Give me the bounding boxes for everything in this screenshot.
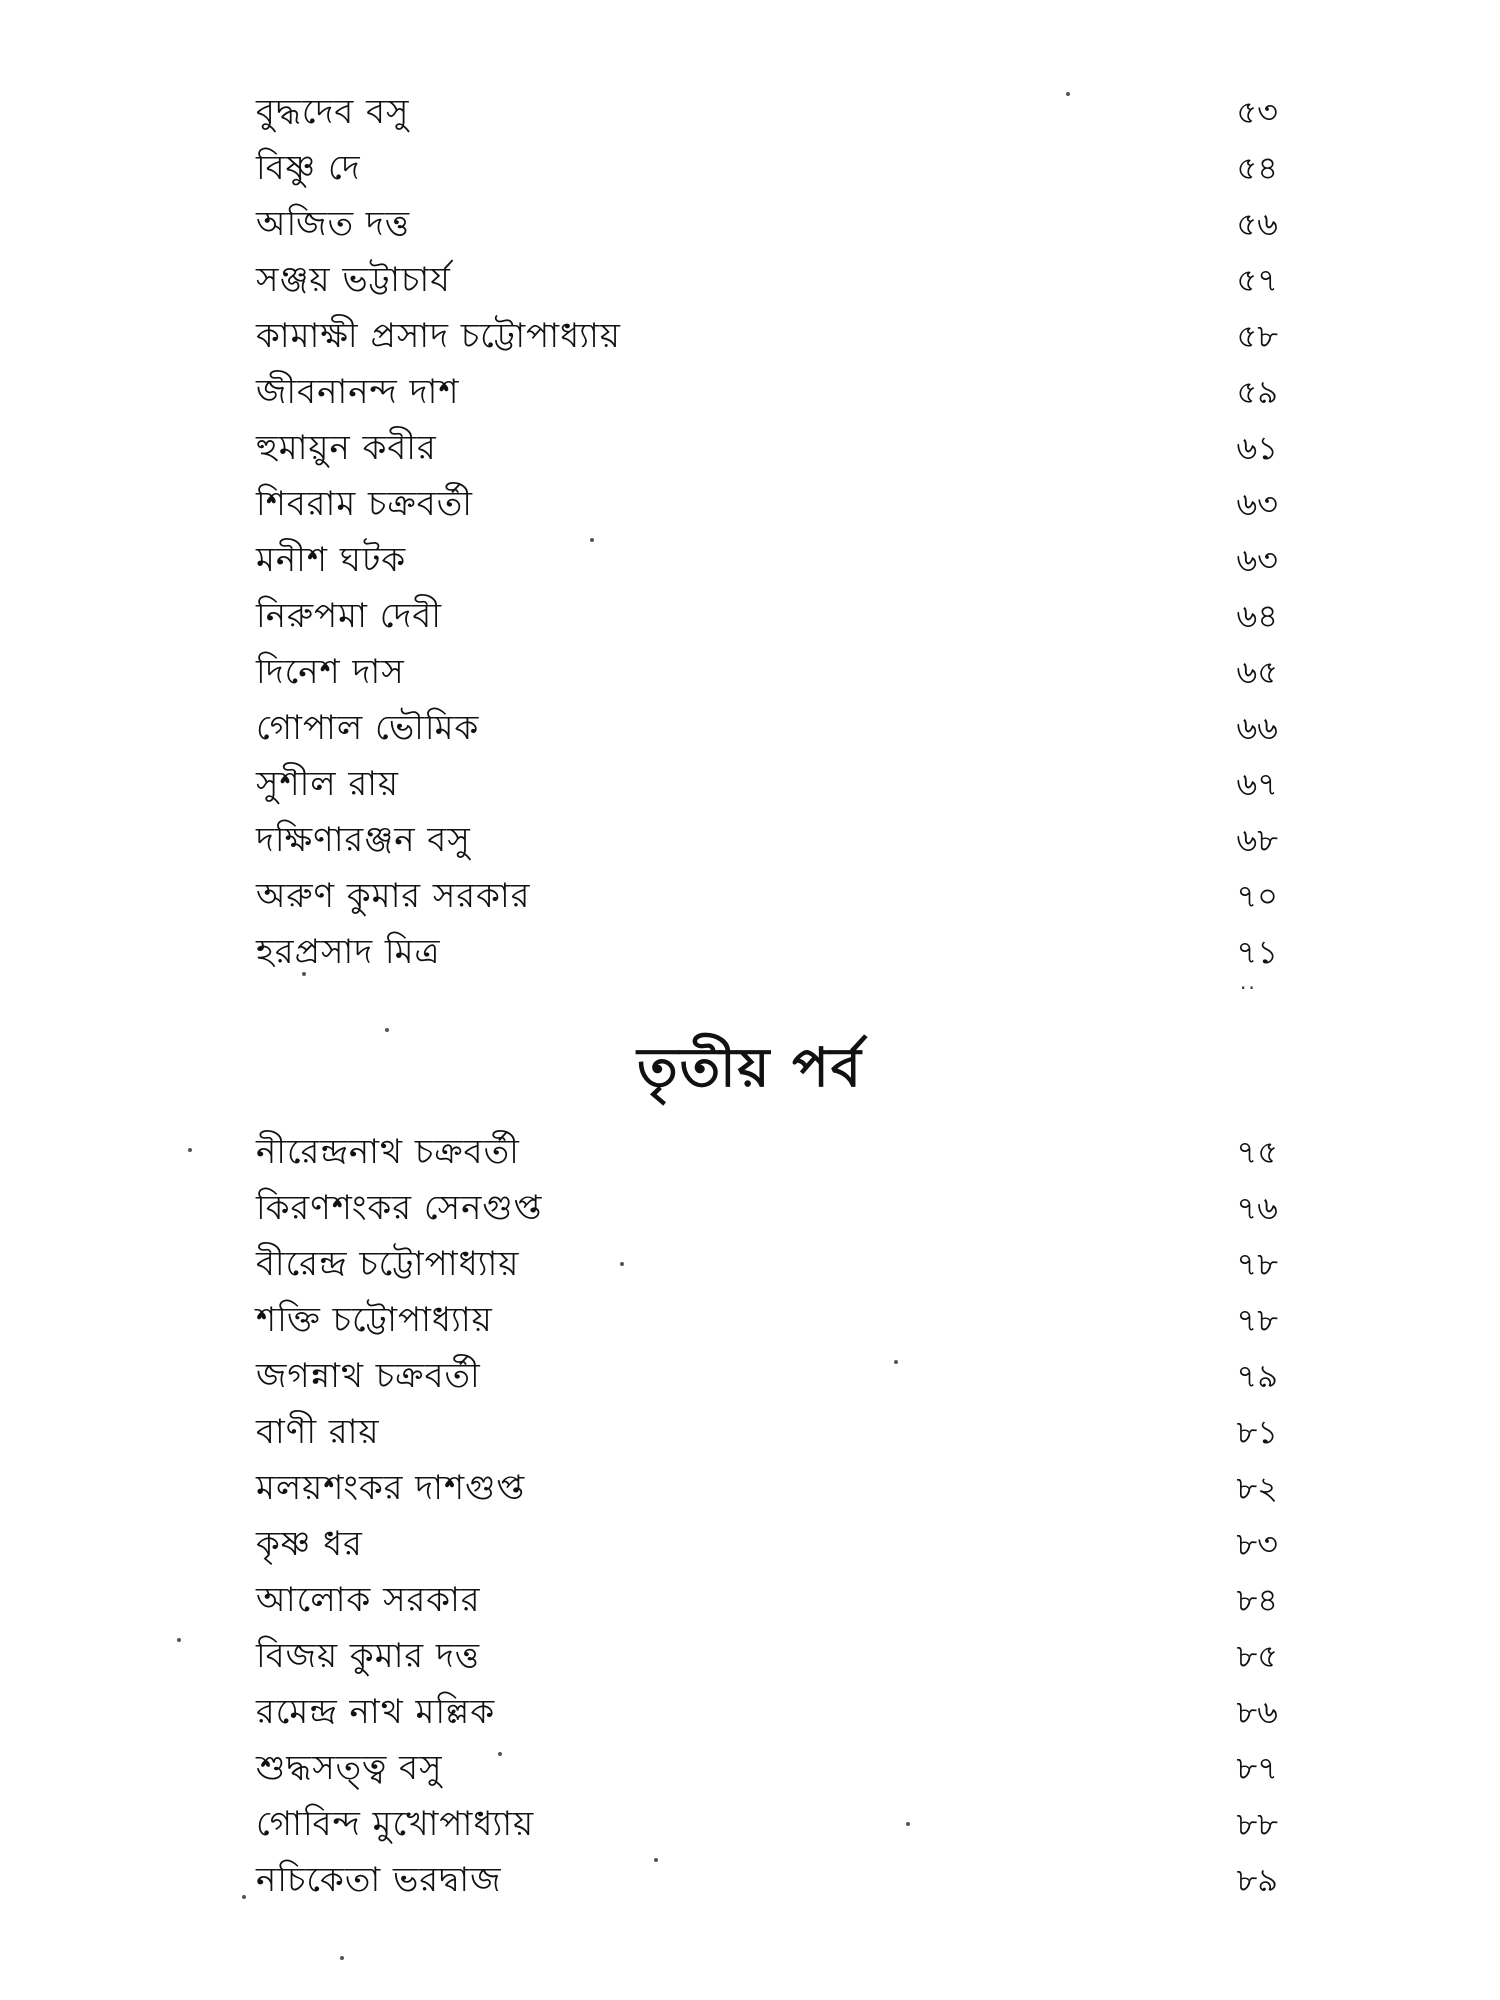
toc-entry xyxy=(256,1740,1278,1796)
toc-entry-page: ৭৫ xyxy=(1236,1133,1278,1171)
scan-speck xyxy=(1066,92,1070,96)
toc-entry-page: ৫৩ xyxy=(1236,93,1278,131)
toc-entry-page: ৮৮ xyxy=(1236,1805,1278,1843)
toc-entry-page: ৬৬ xyxy=(1236,709,1278,747)
toc-entry xyxy=(256,700,1278,756)
toc-entry xyxy=(256,252,1278,308)
toc-entry-name: বিজয় কুমার দত্ত xyxy=(256,1636,481,1676)
continuation-mark: .. xyxy=(1240,970,1257,994)
toc-entry-page: ৮১ xyxy=(1236,1413,1278,1451)
toc-entry xyxy=(256,420,1278,476)
toc-entry-page: ৭১ xyxy=(1236,933,1278,971)
toc-entry-name: বিষ্ণু দে xyxy=(256,148,361,188)
toc-entry-name: গোবিন্দ মুখোপাধ্যায় xyxy=(256,1804,535,1844)
scan-speck xyxy=(188,1148,192,1152)
scan-speck xyxy=(385,1028,389,1032)
toc-entry-name: মলয়শংকর দাশগুপ্ত xyxy=(256,1468,526,1508)
toc-entry xyxy=(256,84,1278,140)
toc-entry xyxy=(256,1572,1278,1628)
toc-entry-name: বুদ্ধদেব বসু xyxy=(256,92,410,132)
toc-entry-name: কামাক্ষী প্রসাদ চট্টোপাধ্যায় xyxy=(256,316,621,356)
toc-entry xyxy=(256,476,1278,532)
toc-entry-name: নীরেন্দ্রনাথ চক্রবর্তী xyxy=(256,1132,520,1172)
toc-entry xyxy=(256,644,1278,700)
toc-entry xyxy=(256,1180,1278,1236)
toc-entry-name: সঞ্জয় ভট্টাচার্য xyxy=(256,260,451,300)
toc-entry xyxy=(256,1796,1278,1852)
toc-entry-name: নিরুপমা দেবী xyxy=(256,596,443,636)
toc-entry-name: সুশীল রায় xyxy=(256,764,400,804)
toc-entry xyxy=(256,1628,1278,1684)
toc-entry-name: রমেন্দ্র নাথ মল্লিক xyxy=(256,1692,496,1732)
toc-entry-page: ৬৭ xyxy=(1236,765,1278,803)
toc-entry-name: অরুণ কুমার সরকার xyxy=(256,876,531,916)
scan-speck xyxy=(340,1956,344,1960)
toc-list-part-two xyxy=(256,84,1278,980)
toc-entry-name: আলোক সরকার xyxy=(256,1580,481,1620)
toc-entry xyxy=(256,1852,1278,1908)
toc-entry-name: শিবরাম চক্রবর্তী xyxy=(256,484,473,524)
toc-entry xyxy=(256,1236,1278,1292)
toc-entry-name: শক্তি চট্টোপাধ্যায় xyxy=(256,1300,493,1340)
toc-entry xyxy=(256,1124,1278,1180)
toc-entry-page: ৮২ xyxy=(1236,1469,1278,1507)
toc-entry xyxy=(256,1516,1278,1572)
toc-entry-name: বাণী রায় xyxy=(256,1412,380,1452)
scan-speck xyxy=(498,1752,502,1756)
toc-entry-page: ৬৫ xyxy=(1236,653,1278,691)
toc-entry-name: কিরণশংকর সেনগুপ্ত xyxy=(256,1188,543,1228)
toc-entry xyxy=(256,532,1278,588)
toc-entry-page: ৮৬ xyxy=(1236,1693,1278,1731)
toc-entry-name: হরপ্রসাদ মিত্র xyxy=(256,932,441,972)
toc-entry-name: হুমায়ুন কবীর xyxy=(256,428,437,468)
toc-entry-page: ৭০ xyxy=(1236,877,1278,915)
toc-entry xyxy=(256,588,1278,644)
toc-entry xyxy=(256,196,1278,252)
toc-entry-name: বীরেন্দ্র চট্টোপাধ্যায় xyxy=(256,1244,520,1284)
toc-entry-page: ৭৬ xyxy=(1236,1189,1278,1227)
scan-speck xyxy=(302,972,306,976)
toc-entry xyxy=(256,308,1278,364)
scan-speck xyxy=(894,1360,898,1364)
toc-entry-name: দিনেশ দাস xyxy=(256,652,405,692)
toc-entry-page: ৫৬ xyxy=(1236,205,1278,243)
toc-entry-name: জগন্নাথ চক্রবর্তী xyxy=(256,1356,481,1396)
toc-entry xyxy=(256,1348,1278,1404)
toc-entry xyxy=(256,364,1278,420)
toc-entry-page: ৭৯ xyxy=(1236,1357,1278,1395)
scan-speck xyxy=(654,1858,658,1862)
toc-entry xyxy=(256,756,1278,812)
toc-entry xyxy=(256,1404,1278,1460)
toc-entry-page: ৫৮ xyxy=(1236,317,1278,355)
toc-entry-name: গোপাল ভৌমিক xyxy=(256,708,480,748)
toc-entry-page: ৮৪ xyxy=(1236,1581,1278,1619)
toc-entry-page: ৭৮ xyxy=(1236,1301,1278,1339)
toc-entry xyxy=(256,812,1278,868)
toc-entry-page: ৮৫ xyxy=(1236,1637,1278,1675)
scan-speck xyxy=(177,1638,181,1642)
toc-entry-page: ৬৪ xyxy=(1236,597,1278,635)
toc-entry-page: ৬৩ xyxy=(1236,485,1278,523)
toc-entry xyxy=(256,868,1278,924)
scan-speck xyxy=(242,1895,246,1899)
toc-entry-page: ৭৮ xyxy=(1236,1245,1278,1283)
toc-entry xyxy=(256,1684,1278,1740)
toc-entry-page: ৫৭ xyxy=(1236,261,1278,299)
toc-entry xyxy=(256,1292,1278,1348)
toc-entry-name: দক্ষিণারঞ্জন বসু xyxy=(256,820,471,860)
scan-speck xyxy=(906,1822,910,1826)
toc-entry-page: ৮৩ xyxy=(1236,1525,1278,1563)
toc-entry-page: ৬৮ xyxy=(1236,821,1278,859)
toc-list-part-three xyxy=(256,1124,1278,1908)
toc-entry xyxy=(256,140,1278,196)
toc-entry-page: ৮৭ xyxy=(1236,1749,1278,1787)
toc-entry xyxy=(256,1460,1278,1516)
scan-speck xyxy=(590,538,594,542)
section-heading: তৃতীয় পর্ব xyxy=(637,1036,863,1099)
toc-entry-name: জীবনানন্দ দাশ xyxy=(256,372,460,412)
toc-entry-name: নচিকেতা ভরদ্বাজ xyxy=(256,1860,502,1900)
toc-entry-page: ৬১ xyxy=(1236,429,1278,467)
toc-entry-page: ৮৯ xyxy=(1236,1861,1278,1899)
toc-entry-name: মনীশ ঘটক xyxy=(256,540,407,580)
toc-entry-page: ৫৯ xyxy=(1236,373,1278,411)
toc-entry-page: ৬৩ xyxy=(1236,541,1278,579)
toc-entry xyxy=(256,924,1278,980)
toc-entry-name: অজিত দত্ত xyxy=(256,204,411,244)
toc-entry-name: কৃষ্ণ ধর xyxy=(256,1524,363,1564)
scan-speck xyxy=(620,1262,624,1266)
toc-entry-page: ৫৪ xyxy=(1236,149,1278,187)
toc-entry-name: শুদ্ধসত্ত্ব বসু xyxy=(256,1748,443,1788)
